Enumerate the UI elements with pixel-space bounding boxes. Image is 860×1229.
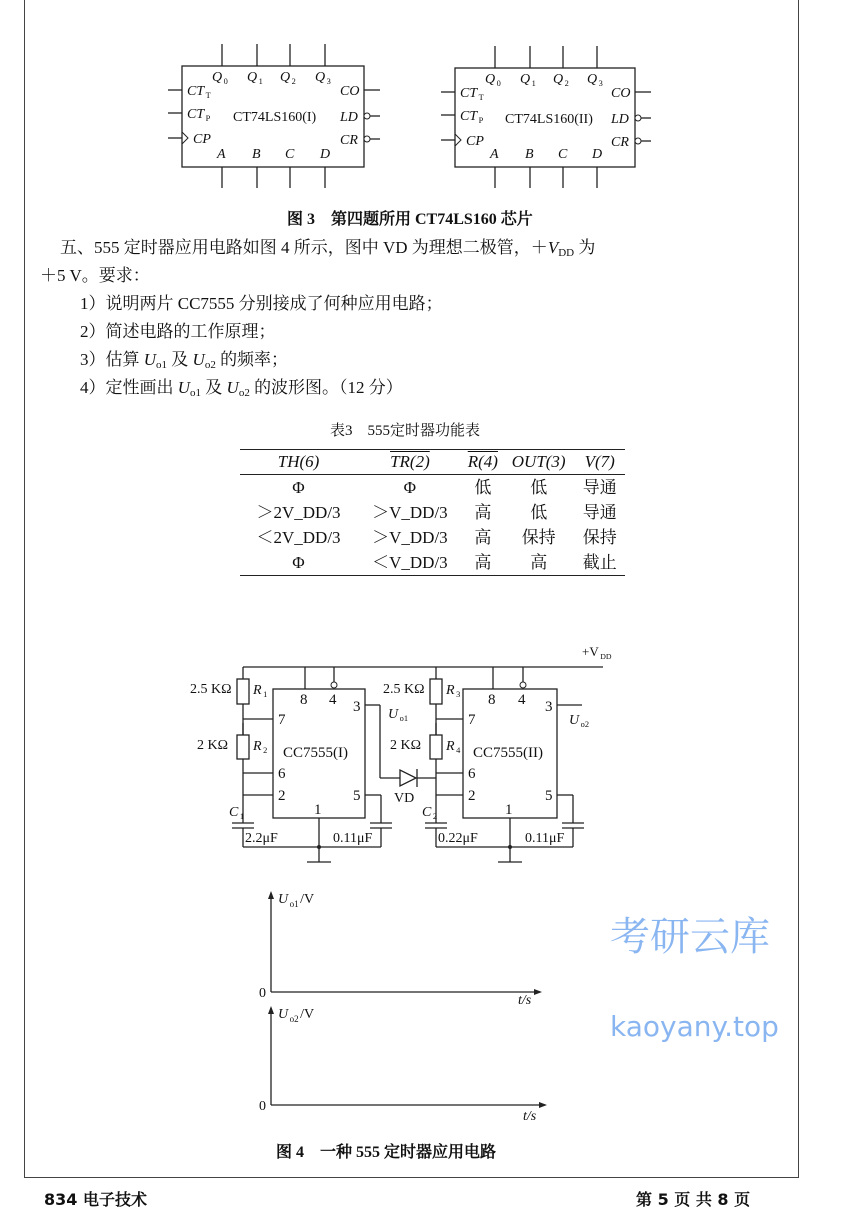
label-input: C [285, 147, 295, 162]
label-q3-main: Q [315, 70, 326, 85]
figure-3-caption: 图 3 第四题所用 CT74LS160 芯片 [287, 211, 533, 228]
figure-4-caption: 图 4 一种 555 定时器应用电路 [276, 1144, 497, 1161]
label-q3-sub: 3 [598, 79, 603, 88]
inversion-bubble-icon [331, 682, 337, 688]
pin-label: 6 [278, 766, 286, 782]
arrow-right-icon [539, 1102, 547, 1108]
table-cell: ＞2V_DD/3 [256, 503, 341, 522]
label-cp: CP [193, 132, 211, 147]
table-header: V(7) [574, 450, 625, 475]
label-input: D [320, 147, 331, 162]
text: 的波形图。（12 分） [249, 378, 403, 397]
label-cp: CP [466, 134, 484, 149]
pin-label: 8 [300, 692, 308, 708]
text: 的频率； [215, 350, 289, 369]
resistor-name [445, 739, 461, 755]
table-header: R(4) [463, 450, 503, 475]
label-uo2-main: U [569, 713, 580, 728]
resistor-name-main: R [253, 683, 262, 698]
y-label-unit: /V [300, 1007, 315, 1022]
y-axis-label [278, 1007, 314, 1024]
resistor-name-main: R [253, 739, 262, 754]
pin-label: 2 [278, 788, 286, 804]
capacitor-name [422, 805, 437, 821]
pin-label: 2 [468, 788, 476, 804]
capacitor-name-main: C [422, 805, 432, 820]
text: V [547, 238, 559, 257]
capacitor-name-main: C [229, 805, 239, 820]
waveform-axes-2 [259, 1006, 547, 1124]
pin-label: 7 [278, 712, 286, 728]
pin-label: 4 [518, 692, 526, 708]
label-input: D [592, 147, 603, 162]
text: o2 [204, 359, 216, 371]
label-q0-sub: 0 [496, 79, 501, 88]
label-q2-main: Q [280, 70, 291, 85]
resistor-name-main: R [446, 683, 455, 698]
x-axis-label: t/s [523, 1109, 537, 1124]
resistor-value: 2.5 KΩ [190, 682, 232, 697]
resistor-name-sub: 2 [263, 746, 268, 755]
resistor-name [445, 683, 460, 699]
pin-label: 3 [353, 699, 361, 715]
question-5-line2: ＋5 V。要求： [40, 266, 150, 285]
table-header: TR(2) [357, 450, 463, 475]
capacitor-name-sub: 1 [239, 812, 245, 821]
capacitor-value: 0.22μF [438, 831, 478, 846]
text: o2 [238, 387, 250, 399]
resistor-name-main: R [446, 739, 455, 754]
text: U [143, 350, 157, 369]
label-ct-t-sub: T [478, 93, 484, 102]
inversion-bubble-icon [520, 682, 526, 688]
text: 及 [201, 378, 227, 397]
table-cell: ＜2V_DD/3 [256, 528, 341, 547]
table-cell: 截止 [574, 550, 625, 576]
table-header: OUT(3) [503, 450, 575, 475]
arrow-right-icon [534, 989, 542, 995]
table-cell: ＞V_DD/3 [372, 528, 448, 547]
resistor-value: 2 KΩ [390, 738, 422, 753]
r-top-resistor-icon [237, 679, 249, 704]
text: 为 [574, 238, 596, 257]
watermark-url: kaoyany.top [610, 1010, 779, 1043]
pin-label: 6 [468, 766, 476, 782]
label-q3-main: Q [587, 72, 598, 87]
pin-label: 1 [314, 802, 322, 818]
label-q1-sub: 1 [258, 77, 263, 86]
arrow-up-icon [268, 891, 274, 899]
table-header: TH(6) [240, 450, 357, 475]
label-uo1-sub: o1 [399, 714, 408, 723]
table-cell: 高 [474, 503, 492, 522]
label-q0-main: Q [485, 72, 496, 87]
table-cell: 导通 [582, 478, 617, 497]
capacitor-name-sub: 2 [432, 812, 438, 821]
table-cell: 高 [503, 550, 575, 576]
label-ld: LD [340, 110, 358, 125]
table-cell: 高 [474, 528, 492, 547]
x-axis-label: t/s [518, 993, 532, 1008]
text: 3）估算 [80, 350, 144, 369]
cc7555-2 [383, 667, 573, 847]
text: U [226, 378, 239, 397]
label-input: B [525, 147, 534, 162]
circuit-schematic [190, 644, 612, 862]
question-5-item2: 2）简述电路的工作原理； [80, 322, 276, 341]
label-uo2-sub: o2 [580, 720, 589, 729]
text: 及 [167, 350, 193, 369]
resistor-value: 2.5 KΩ [383, 682, 425, 697]
arrow-up-icon [268, 1006, 274, 1014]
origin-label: 0 [259, 1099, 266, 1114]
label-ct-t-sub: T [205, 91, 211, 100]
label-q2-sub: 2 [291, 77, 296, 86]
footer-subject: 834 电子技术 [44, 1190, 147, 1209]
text: o1 [156, 359, 168, 371]
label-input: A [217, 147, 226, 162]
origin-label: 0 [259, 986, 266, 1001]
table-cell: 低 [530, 478, 548, 497]
label-ct-p-sub: P [478, 116, 484, 125]
diode-label: VD [394, 791, 415, 806]
r-top-resistor-icon [430, 679, 442, 704]
label-q1-sub: 1 [531, 79, 536, 88]
text: o1 [190, 387, 202, 399]
label-ct-t-main: CT [460, 86, 478, 101]
label-q1-main: Q [247, 70, 258, 85]
label-vdd-sub: DD [600, 652, 612, 661]
table-cell: 高 [463, 550, 503, 576]
label-co: CO [340, 84, 360, 99]
question-5-item1: 1）说明两片 CC7555 分别接成了何种应用电路； [80, 294, 443, 313]
label-q0-sub: 0 [223, 77, 228, 86]
junction-dot [317, 845, 321, 849]
table-cell: 导通 [582, 503, 617, 522]
table-cell: ＞V_DD/3 [372, 503, 448, 522]
label-ct-p-main: CT [460, 109, 478, 124]
diode-icon [400, 770, 416, 786]
pin-label: 5 [353, 788, 361, 804]
table-cell: 低 [530, 503, 548, 522]
label-ld: LD [611, 112, 629, 127]
label-input: A [490, 147, 499, 162]
label-q2-main: Q [553, 72, 564, 87]
chip-name: CC7555(II) [473, 745, 543, 761]
cc7555-1 [190, 667, 381, 847]
table-cell: ＜V_DD/3 [357, 550, 463, 576]
text: DD [558, 247, 575, 259]
table-cell: 低 [474, 478, 492, 497]
capacitor-name [229, 805, 244, 821]
y-label-sub: o2 [289, 1014, 299, 1024]
table-cell: Φ [403, 478, 417, 497]
resistor-name [252, 683, 267, 699]
label-ct-p-sub: P [205, 114, 211, 123]
resistor-name [252, 739, 267, 755]
capacitor-value: 0.11μF [333, 831, 373, 846]
pin-label: 5 [545, 788, 553, 804]
label-co: CO [611, 86, 631, 101]
text: U [192, 350, 205, 369]
table-cell: 保持 [582, 528, 617, 547]
resistor-name-sub: 4 [456, 746, 461, 755]
chip-name: CC7555(I) [283, 745, 348, 761]
label-uo1-main: U [388, 707, 399, 722]
label-vdd-main: +V [582, 644, 599, 659]
r-bottom-resistor-icon [237, 735, 249, 759]
text: 五、555 定时器应用电路如图 4 所示，图中 VD 为理想二极管，＋ [60, 238, 548, 257]
watermark-cn: 考研云库 [610, 914, 770, 960]
y-label-sub: o1 [289, 899, 299, 909]
pin-label: 1 [505, 802, 513, 818]
label-ct-t-main: CT [187, 84, 205, 99]
label-input: B [252, 147, 261, 162]
pin-label: 3 [545, 699, 553, 715]
resistor-name-sub: 3 [456, 690, 461, 699]
label-uo1 [388, 707, 408, 723]
label-q1-main: Q [520, 72, 531, 87]
table-3-caption: 表3 555定时器功能表 [330, 423, 481, 439]
pin-label: 7 [468, 712, 476, 728]
label-uo2 [569, 713, 589, 729]
junction-dot [508, 845, 512, 849]
label-q3-sub: 3 [326, 77, 331, 86]
label-vdd [582, 644, 612, 661]
label-cr: CR [611, 135, 629, 150]
footer-page-number: 第 5 页 共 8 页 [636, 1190, 751, 1209]
capacitor-value: 0.11μF [525, 831, 565, 846]
y-axis-label [278, 892, 314, 909]
text: U [177, 378, 191, 397]
y-label-main: U [278, 892, 289, 907]
waveform-axes-1 [259, 891, 542, 1008]
resistor-name-sub: 1 [263, 690, 268, 699]
resistor-value: 2 KΩ [197, 738, 229, 753]
pin-label: 4 [329, 692, 337, 708]
chip-name: CT74LS160(II) [505, 112, 593, 127]
y-label-main: U [278, 1007, 289, 1022]
table-cell: Φ [292, 478, 305, 497]
r-bottom-resistor-icon [430, 735, 442, 759]
label-cr: CR [340, 133, 358, 148]
label-q2-sub: 2 [564, 79, 569, 88]
capacitor-value: 2.2μF [245, 831, 278, 846]
pin-label: 8 [488, 692, 496, 708]
text: 4）定性画出 [80, 378, 178, 397]
label-ct-p-main: CT [187, 107, 205, 122]
label-input: C [558, 147, 568, 162]
table-cell: Φ [240, 550, 357, 576]
y-label-unit: /V [300, 892, 315, 907]
chip-name: CT74LS160(I) [233, 110, 317, 125]
table-cell: 保持 [521, 528, 556, 547]
label-q0-main: Q [212, 70, 223, 85]
